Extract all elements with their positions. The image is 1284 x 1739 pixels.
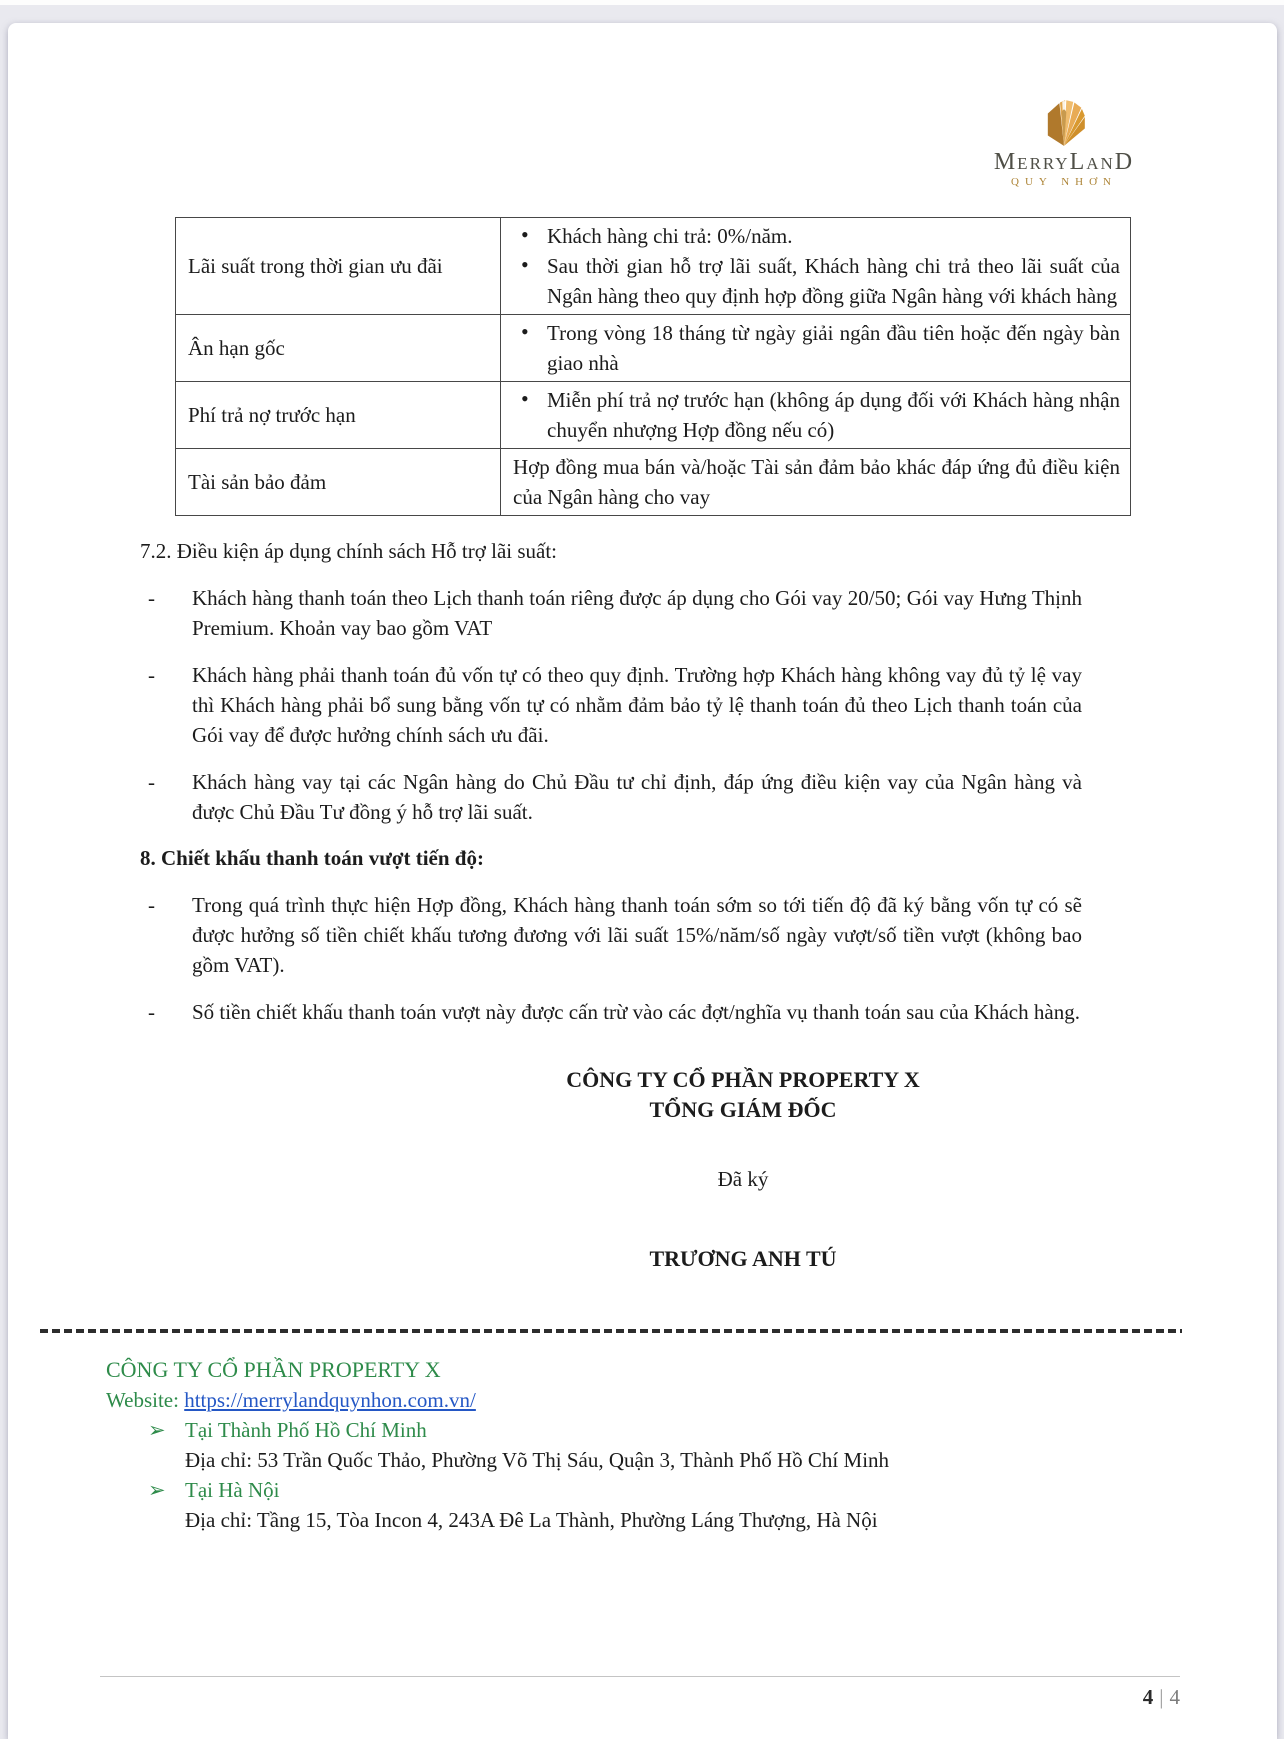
merryland-logo	[989, 95, 1139, 188]
dash-bullet: -	[148, 1000, 155, 1024]
dash-list-item	[140, 997, 1082, 1027]
location-row-hanoi	[106, 1475, 1277, 1505]
section-8-heading: 8. Chiết khấu thanh toán vượt tiến độ:	[140, 846, 484, 870]
footer-website-row	[106, 1385, 1277, 1415]
logo-brand-text: MerryLanD	[993, 149, 1135, 175]
bullet-text: Miễn phí trả nợ trước hạn (không áp dụng đối với Khách hàng nhận chuyển nhượng Hợp đồng nếu có)	[547, 388, 1120, 442]
bullet-icon: •	[521, 386, 529, 411]
logo-sub-text: QUY NHƠN	[1011, 176, 1117, 188]
document-page	[8, 23, 1277, 1739]
location-address: Địa chỉ: 53 Trần Quốc Thảo, Phường Võ Thị Sáu, Quận 3, Thành Phố Hồ Chí Minh	[185, 1448, 890, 1472]
location-row-hcm	[106, 1415, 1277, 1445]
location-arrow-icon: ➢	[148, 1478, 166, 1502]
page-number-footer	[100, 1676, 1180, 1710]
dash-bullet: -	[148, 663, 155, 687]
bullet-icon: •	[521, 252, 529, 277]
bullet-icon: •	[521, 319, 529, 344]
contact-footer	[106, 1355, 1277, 1535]
current-page-number: 4	[1142, 1685, 1154, 1709]
signature-title: TỔNG GIÁM ĐỐC	[649, 1097, 837, 1122]
website-link[interactable]: https://merrylandquynhon.com.vn/	[184, 1388, 476, 1412]
dash-bullet: -	[148, 893, 155, 917]
dash-item-text: Trong quá trình thực hiện Hợp đồng, Khách hàng thanh toán sớm so tới tiến độ đã ký bằng vốn tự có sẽ được hưởng số tiền chiết khấu tương đương với lãi suất 15%/năm/số ngày vượt/số tiền vượt (không bao gồm VAT).	[192, 893, 1082, 977]
scan-top-strip	[0, 0, 1284, 5]
dash-item-text: Khách hàng thanh toán theo Lịch thanh toán riêng được áp dụng cho Gói vay 20/50; Gói vay Hưng Thịnh Premium. Khoản vay bao gồm VAT	[192, 586, 1082, 640]
dash-bullet: -	[148, 770, 155, 794]
dash-list-item	[140, 890, 1082, 980]
table-row	[176, 382, 1131, 449]
dash-list-item	[140, 583, 1082, 643]
location-address: Địa chỉ: Tầng 15, Tòa Incon 4, 243A Đê La Thành, Phường Láng Thượng, Hà Nội	[185, 1508, 878, 1532]
document-content	[140, 23, 1120, 1333]
bullet-item	[513, 318, 1120, 378]
row-label: Tài sản bảo đảm	[176, 449, 501, 516]
table-row	[176, 449, 1131, 516]
signature-block	[443, 1065, 1043, 1274]
signature-company: CÔNG TY CỔ PHẦN PROPERTY X	[566, 1067, 920, 1092]
dash-bullet: -	[148, 586, 155, 610]
website-label: Website:	[106, 1388, 179, 1412]
total-page-number: 4	[1169, 1685, 1180, 1709]
bullet-item	[513, 385, 1120, 445]
row-text: Hợp đồng mua bán và/hoặc Tài sản đảm bảo khác đáp ứng đủ điều kiện của Ngân hàng cho vay	[501, 449, 1131, 516]
bullet-icon: •	[521, 222, 529, 247]
location-arrow-icon: ➢	[148, 1418, 166, 1442]
dash-item-text: Khách hàng vay tại các Ngân hàng do Chủ Đầu tư chỉ định, đáp ứng điều kiện vay của Ngân hàng và được Chủ Đầu Tư đồng ý hỗ trợ lãi suất.	[192, 770, 1082, 824]
page-number-separator: |	[1159, 1685, 1164, 1709]
footer-company: CÔNG TY CỔ PHẦN PROPERTY X	[106, 1357, 441, 1382]
bullet-item	[513, 251, 1120, 311]
bullet-text: Khách hàng chi trả: 0%/năm.	[547, 224, 793, 248]
dash-list-item	[140, 660, 1082, 750]
bullet-item	[513, 221, 1120, 251]
location-label: Tại Hà Nội	[185, 1478, 280, 1502]
table-row	[176, 315, 1131, 382]
signatory-name: TRƯƠNG ANH TÚ	[649, 1246, 837, 1271]
location-label: Tại Thành Phố Hồ Chí Minh	[185, 1418, 427, 1442]
dash-list-item	[140, 767, 1082, 827]
bullet-text: Sau thời gian hỗ trợ lãi suất, Khách hàng chi trả theo lãi suất của Ngân hàng theo quy định hợp đồng giữa Ngân hàng với khách hàng	[547, 254, 1120, 308]
merryland-fan-icon	[989, 95, 1139, 147]
row-label: Lãi suất trong thời gian ưu đãi	[176, 218, 501, 315]
row-label: Phí trả nợ trước hạn	[176, 382, 501, 449]
dash-item-text: Khách hàng phải thanh toán đủ vốn tự có theo quy định. Trường hợp Khách hàng không vay đủ tỷ lệ vay thì Khách hàng phải bổ sung bằng vốn tự có nhằm đảm bảo tỷ lệ thanh toán đủ theo Lịch thanh toán của Gói vay để được hưởng chính sách ưu đãi.	[192, 663, 1082, 747]
signed-note: Đã ký	[717, 1167, 769, 1191]
bullet-text: Trong vòng 18 tháng từ ngày giải ngân đầu tiên hoặc đến ngày bàn giao nhà	[547, 321, 1120, 375]
dashed-separator	[40, 1329, 1182, 1333]
table-row	[176, 218, 1131, 315]
row-label: Ân hạn gốc	[176, 315, 501, 382]
loan-terms-table	[175, 217, 1131, 516]
section-7-2-heading: 7.2. Điều kiện áp dụng chính sách Hỗ trợ lãi suất:	[140, 539, 558, 563]
dash-item-text: Số tiền chiết khấu thanh toán vượt này được cấn trừ vào các đợt/nghĩa vụ thanh toán sau của Khách hàng.	[192, 1000, 1080, 1024]
